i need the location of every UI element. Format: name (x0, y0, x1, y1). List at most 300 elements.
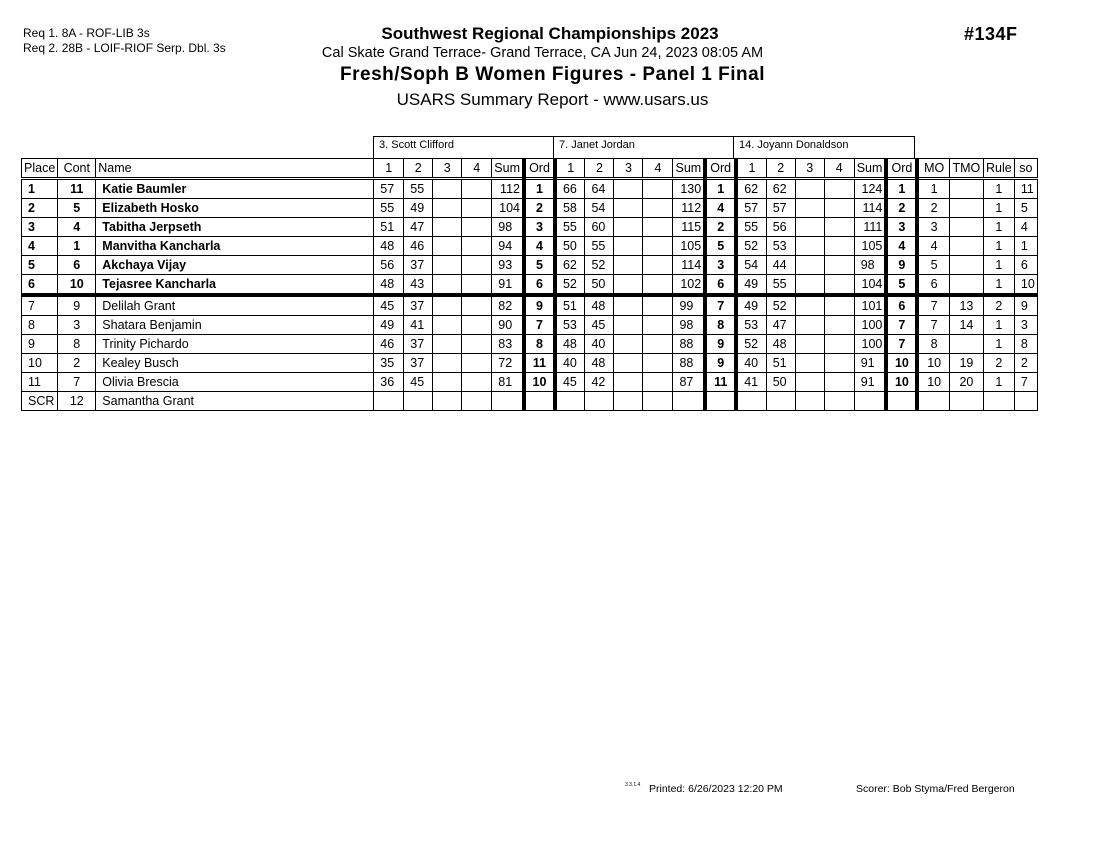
skater-name-cell: Trinity Pichardo (96, 335, 374, 354)
so-cell (1014, 392, 1037, 411)
judge1-score3-cell (433, 295, 462, 316)
judge1-score1-cell (374, 392, 404, 411)
judge2-score4-cell (643, 373, 673, 392)
col-header-j1-sum: Sum (492, 159, 524, 179)
judge2-sum-cell: 99 (673, 295, 705, 316)
judge1-ordinal-cell: 3 (524, 218, 555, 237)
judge3-sum-cell: 100 (854, 316, 886, 335)
judge2-score3-cell (614, 354, 643, 373)
place-cell: SCR (22, 392, 58, 411)
majority-ordinal-cell: 7 (917, 316, 949, 335)
judge3-score1-cell: 49 (736, 295, 766, 316)
judge1-sum-cell: 112 (492, 179, 524, 199)
col-header-j3-1: 1 (736, 159, 766, 179)
rule-cell: 1 (983, 179, 1014, 199)
table-row (22, 256, 1038, 275)
judge3-sum-cell: 114 (854, 199, 886, 218)
judge2-score3-cell (614, 335, 643, 354)
col-header-j3-sum: Sum (854, 159, 886, 179)
judge2-score4-cell (643, 256, 673, 275)
col-header-j3-4: 4 (824, 159, 854, 179)
judge2-score4-cell (643, 316, 673, 335)
judge1-score1-cell: 56 (374, 256, 404, 275)
judge1-score2-cell: 37 (404, 354, 433, 373)
total-majority-ordinal-cell (949, 335, 983, 354)
col-header-cont: Cont (58, 159, 96, 179)
judge1-score2-cell: 37 (404, 256, 433, 275)
col-header-j1-4: 4 (462, 159, 492, 179)
requirement-2: Req 2. 28B - LOIF-RIOF Serp. Dbl. 3s (23, 41, 226, 55)
judge2-sum-cell: 88 (673, 354, 705, 373)
col-header-j1-2: 2 (404, 159, 433, 179)
judge1-score1-cell: 35 (374, 354, 404, 373)
judge3-score3-cell (795, 179, 824, 199)
judge2-ordinal-cell: 6 (705, 275, 736, 296)
place-cell: 4 (22, 237, 58, 256)
col-header-mo: MO (917, 159, 949, 179)
majority-ordinal-cell: 10 (917, 373, 949, 392)
rule-cell: 2 (983, 354, 1014, 373)
judge3-score4-cell (824, 392, 854, 411)
judge1-score1-cell: 36 (374, 373, 404, 392)
judge3-sum-cell: 105 (854, 237, 886, 256)
rule-cell: 1 (983, 335, 1014, 354)
judge1-ordinal-cell: 1 (524, 179, 555, 199)
judge2-score3-cell (614, 218, 643, 237)
so-cell: 6 (1014, 256, 1037, 275)
judge1-sum-cell: 94 (492, 237, 524, 256)
judge2-sum-cell: 88 (673, 335, 705, 354)
judge2-score4-cell (643, 295, 673, 316)
judge1-ordinal-cell: 4 (524, 237, 555, 256)
judge3-score1-cell: 55 (736, 218, 766, 237)
judge1-score4-cell (462, 199, 492, 218)
judge1-score3-cell (433, 354, 462, 373)
table-row (22, 354, 1038, 373)
place-cell: 7 (22, 295, 58, 316)
judge2-score1-cell: 40 (555, 354, 585, 373)
judge1-score2-cell: 45 (404, 373, 433, 392)
judge2-score1-cell: 53 (555, 316, 585, 335)
total-majority-ordinal-cell (949, 199, 983, 218)
judge2-score4-cell (643, 354, 673, 373)
table-row (22, 179, 1038, 199)
skater-name-cell: Elizabeth Hosko (96, 199, 374, 218)
judge1-score2-cell (404, 392, 433, 411)
judge3-score2-cell: 44 (766, 256, 795, 275)
cont-cell: 8 (58, 335, 96, 354)
so-cell: 5 (1014, 199, 1037, 218)
judge3-score4-cell (824, 256, 854, 275)
judge1-ordinal-cell: 9 (524, 295, 555, 316)
judge2-score3-cell (614, 237, 643, 256)
majority-ordinal-cell: 4 (917, 237, 949, 256)
judge1-sum-cell: 81 (492, 373, 524, 392)
place-cell: 10 (22, 354, 58, 373)
cont-cell: 5 (58, 199, 96, 218)
skater-name-cell: Tejasree Kancharla (96, 275, 374, 296)
judge3-score4-cell (824, 335, 854, 354)
rule-cell: 2 (983, 295, 1014, 316)
judge2-score1-cell (555, 392, 585, 411)
col-header-j1-ord: Ord (524, 159, 555, 179)
judge1-score3-cell (433, 256, 462, 275)
judge1-score2-cell: 49 (404, 199, 433, 218)
total-majority-ordinal-cell (949, 256, 983, 275)
judge2-score2-cell (585, 392, 614, 411)
judge2-score1-cell: 52 (555, 275, 585, 296)
judge1-score4-cell (462, 218, 492, 237)
majority-ordinal-cell: 8 (917, 335, 949, 354)
judge3-score4-cell (824, 275, 854, 296)
judge2-score3-cell (614, 275, 643, 296)
col-header-rule: Rule (983, 159, 1014, 179)
cont-cell: 11 (58, 179, 96, 199)
rule-cell: 1 (983, 199, 1014, 218)
judge1-sum-cell: 93 (492, 256, 524, 275)
place-cell: 9 (22, 335, 58, 354)
event-number: #134F (964, 24, 1018, 44)
col-header-j3-2: 2 (766, 159, 795, 179)
rule-cell: 1 (983, 373, 1014, 392)
judge2-score2-cell: 45 (585, 316, 614, 335)
so-cell: 2 (1014, 354, 1037, 373)
col-header-j3-ord: Ord (886, 159, 917, 179)
majority-ordinal-cell: 6 (917, 275, 949, 296)
col-header-j1-3: 3 (433, 159, 462, 179)
judge1-score3-cell (433, 179, 462, 199)
judge1-score2-cell: 41 (404, 316, 433, 335)
judge3-score2-cell: 56 (766, 218, 795, 237)
judge1-score4-cell (462, 316, 492, 335)
judge2-ordinal-cell: 8 (705, 316, 736, 335)
cont-cell: 1 (58, 237, 96, 256)
judge2-score2-cell: 50 (585, 275, 614, 296)
judge2-score1-cell: 45 (555, 373, 585, 392)
judge3-score2-cell: 57 (766, 199, 795, 218)
cont-cell: 7 (58, 373, 96, 392)
judge1-ordinal-cell: 8 (524, 335, 555, 354)
judge1-score4-cell (462, 256, 492, 275)
skater-name-cell: Katie Baumler (96, 179, 374, 199)
judge3-score1-cell: 40 (736, 354, 766, 373)
judge1-score2-cell: 43 (404, 275, 433, 296)
judge2-ordinal-cell: 3 (705, 256, 736, 275)
cont-cell: 4 (58, 218, 96, 237)
judge1-sum-cell: 91 (492, 275, 524, 296)
judge2-score2-cell: 40 (585, 335, 614, 354)
judge1-score1-cell: 51 (374, 218, 404, 237)
judge1-sum-cell: 104 (492, 199, 524, 218)
skater-name-cell: Akchaya Vijay (96, 256, 374, 275)
judge3-score3-cell (795, 256, 824, 275)
judge3-score4-cell (824, 295, 854, 316)
judge3-sum-cell: 124 (854, 179, 886, 199)
col-header-j2-3: 3 (614, 159, 643, 179)
table-row (22, 335, 1038, 354)
judge1-score4-cell (462, 335, 492, 354)
judge3-score3-cell (795, 295, 824, 316)
skater-name-cell: Manvitha Kancharla (96, 237, 374, 256)
cont-cell: 12 (58, 392, 96, 411)
majority-ordinal-cell (917, 392, 949, 411)
judge3-ordinal-cell: 3 (886, 218, 917, 237)
total-majority-ordinal-cell (949, 218, 983, 237)
table-row (22, 316, 1038, 335)
judge1-score4-cell (462, 354, 492, 373)
judge1-sum-cell: 98 (492, 218, 524, 237)
judge1-score2-cell: 37 (404, 335, 433, 354)
judge1-score2-cell: 55 (404, 179, 433, 199)
total-majority-ordinal-cell: 19 (949, 354, 983, 373)
judge2-score4-cell (643, 392, 673, 411)
rule-cell: 1 (983, 316, 1014, 335)
table-row (22, 218, 1038, 237)
judge2-score2-cell: 55 (585, 237, 614, 256)
judge3-score3-cell (795, 237, 824, 256)
judge3-sum-cell: 104 (854, 275, 886, 296)
cont-cell: 9 (58, 295, 96, 316)
judge3-ordinal-cell: 4 (886, 237, 917, 256)
skater-name-cell: Samantha Grant (96, 392, 374, 411)
judge2-score4-cell (643, 199, 673, 218)
col-header-j2-4: 4 (643, 159, 673, 179)
majority-ordinal-cell: 2 (917, 199, 949, 218)
total-majority-ordinal-cell: 14 (949, 316, 983, 335)
judge2-score2-cell: 52 (585, 256, 614, 275)
table-row (22, 199, 1038, 218)
skater-name-cell: Delilah Grant (96, 295, 374, 316)
software-version: 3.3.1.4 (625, 782, 641, 788)
judge3-score1-cell (736, 392, 766, 411)
venue-date-line: Cal Skate Grand Terrace- Grand Terrace, CA Jun 24, 2023 08:05 AM (321, 45, 764, 61)
report-title: USARS Summary Report - www.usars.us (396, 90, 709, 109)
judge3-score4-cell (824, 179, 854, 199)
judge1-score1-cell: 55 (374, 199, 404, 218)
judge2-sum-cell: 87 (673, 373, 705, 392)
col-header-j2-sum: Sum (673, 159, 705, 179)
judge2-score1-cell: 58 (555, 199, 585, 218)
judge1-score1-cell: 48 (374, 275, 404, 296)
so-cell: 9 (1014, 295, 1037, 316)
judge1-score1-cell: 48 (374, 237, 404, 256)
judge-header-3: 14. Joyann Donaldson (733, 136, 915, 158)
judge3-score2-cell: 50 (766, 373, 795, 392)
judge2-score1-cell: 48 (555, 335, 585, 354)
judge2-ordinal-cell: 7 (705, 295, 736, 316)
col-header-j3-3: 3 (795, 159, 824, 179)
judge2-score2-cell: 64 (585, 179, 614, 199)
judge2-sum-cell: 112 (673, 199, 705, 218)
col-header-j2-ord: Ord (705, 159, 736, 179)
judge1-sum-cell: 83 (492, 335, 524, 354)
judge2-score2-cell: 60 (585, 218, 614, 237)
table-row (22, 275, 1038, 296)
col-header-j2-1: 1 (555, 159, 585, 179)
col-header-place: Place (22, 159, 58, 179)
judge1-ordinal-cell: 10 (524, 373, 555, 392)
judge1-ordinal-cell: 7 (524, 316, 555, 335)
skater-name-cell: Shatara Benjamin (96, 316, 374, 335)
judge1-score2-cell: 37 (404, 295, 433, 316)
judge1-score3-cell (433, 237, 462, 256)
judge3-score3-cell (795, 392, 824, 411)
event-title: Fresh/Soph B Women Figures - Panel 1 Final (340, 64, 765, 85)
col-header-j2-2: 2 (585, 159, 614, 179)
place-cell: 1 (22, 179, 58, 199)
cont-cell: 6 (58, 256, 96, 275)
judge3-score4-cell (824, 354, 854, 373)
col-header-name: Name (96, 159, 374, 179)
judge2-sum-cell: 115 (673, 218, 705, 237)
judge1-score2-cell: 47 (404, 218, 433, 237)
judge3-score4-cell (824, 218, 854, 237)
judge3-ordinal-cell: 9 (886, 256, 917, 275)
majority-ordinal-cell: 10 (917, 354, 949, 373)
judge3-score2-cell: 52 (766, 295, 795, 316)
judge1-score3-cell (433, 275, 462, 296)
so-cell: 8 (1014, 335, 1037, 354)
judge3-score3-cell (795, 335, 824, 354)
judge2-score1-cell: 55 (555, 218, 585, 237)
judge1-ordinal-cell: 11 (524, 354, 555, 373)
judge2-ordinal-cell (705, 392, 736, 411)
judge2-score2-cell: 48 (585, 295, 614, 316)
judge3-score2-cell: 47 (766, 316, 795, 335)
judge1-sum-cell (492, 392, 524, 411)
judge2-score4-cell (643, 335, 673, 354)
judge1-ordinal-cell: 5 (524, 256, 555, 275)
judge3-sum-cell: 101 (854, 295, 886, 316)
rule-cell (983, 392, 1014, 411)
judge2-ordinal-cell: 5 (705, 237, 736, 256)
judge1-score3-cell (433, 218, 462, 237)
judge1-ordinal-cell (524, 392, 555, 411)
printed-timestamp: Printed: 6/26/2023 12:20 PM (649, 783, 783, 795)
judge3-score3-cell (795, 373, 824, 392)
judge-header-2: 7. Janet Jordan (553, 136, 734, 158)
judge2-ordinal-cell: 9 (705, 335, 736, 354)
judge1-score4-cell (462, 295, 492, 316)
place-cell: 11 (22, 373, 58, 392)
place-cell: 5 (22, 256, 58, 275)
total-majority-ordinal-cell (949, 275, 983, 296)
judge2-ordinal-cell: 1 (705, 179, 736, 199)
judge1-ordinal-cell: 2 (524, 199, 555, 218)
judge1-sum-cell: 72 (492, 354, 524, 373)
total-majority-ordinal-cell (949, 237, 983, 256)
judge2-score2-cell: 48 (585, 354, 614, 373)
judge2-score1-cell: 50 (555, 237, 585, 256)
judge2-score3-cell (614, 316, 643, 335)
judge3-score1-cell: 49 (736, 275, 766, 296)
total-majority-ordinal-cell: 13 (949, 295, 983, 316)
total-majority-ordinal-cell: 20 (949, 373, 983, 392)
so-cell: 11 (1014, 179, 1037, 199)
judge1-score4-cell (462, 179, 492, 199)
judge2-ordinal-cell: 4 (705, 199, 736, 218)
judge3-ordinal-cell (886, 392, 917, 411)
judge3-ordinal-cell: 6 (886, 295, 917, 316)
judge3-ordinal-cell: 5 (886, 275, 917, 296)
table-row (22, 237, 1038, 256)
judge1-score3-cell (433, 392, 462, 411)
cont-cell: 2 (58, 354, 96, 373)
judge2-ordinal-cell: 2 (705, 218, 736, 237)
judge3-score3-cell (795, 199, 824, 218)
judge3-sum-cell: 91 (854, 354, 886, 373)
judge3-ordinal-cell: 7 (886, 316, 917, 335)
so-cell: 10 (1014, 275, 1037, 296)
judge1-score1-cell: 49 (374, 316, 404, 335)
judge1-score1-cell: 45 (374, 295, 404, 316)
judge2-sum-cell: 105 (673, 237, 705, 256)
cont-cell: 10 (58, 275, 96, 296)
judge3-score2-cell: 62 (766, 179, 795, 199)
judge2-score4-cell (643, 218, 673, 237)
judge3-score1-cell: 57 (736, 199, 766, 218)
requirement-1: Req 1. 8A - ROF-LIB 3s (23, 26, 150, 40)
judge1-sum-cell: 82 (492, 295, 524, 316)
judge1-sum-cell: 90 (492, 316, 524, 335)
judge3-ordinal-cell: 7 (886, 335, 917, 354)
judge3-score3-cell (795, 354, 824, 373)
judge1-score3-cell (433, 199, 462, 218)
judge3-score2-cell: 48 (766, 335, 795, 354)
judge2-score1-cell: 62 (555, 256, 585, 275)
so-cell: 3 (1014, 316, 1037, 335)
judge2-score4-cell (643, 275, 673, 296)
judge2-score1-cell: 51 (555, 295, 585, 316)
judge2-score3-cell (614, 179, 643, 199)
majority-ordinal-cell: 3 (917, 218, 949, 237)
place-cell: 2 (22, 199, 58, 218)
judge3-score1-cell: 54 (736, 256, 766, 275)
judge2-sum-cell: 114 (673, 256, 705, 275)
judge3-score3-cell (795, 316, 824, 335)
judge3-score1-cell: 53 (736, 316, 766, 335)
judge3-score1-cell: 52 (736, 237, 766, 256)
judge2-sum-cell (673, 392, 705, 411)
majority-ordinal-cell: 7 (917, 295, 949, 316)
judge2-ordinal-cell: 11 (705, 373, 736, 392)
judge3-score4-cell (824, 199, 854, 218)
judge3-sum-cell: 111 (854, 218, 886, 237)
judge3-score2-cell: 51 (766, 354, 795, 373)
skater-name-cell: Olivia Brescia (96, 373, 374, 392)
judge2-score3-cell (614, 392, 643, 411)
rule-cell: 1 (983, 256, 1014, 275)
judge3-score3-cell (795, 275, 824, 296)
judge1-score3-cell (433, 316, 462, 335)
judge2-score3-cell (614, 295, 643, 316)
judge1-score3-cell (433, 373, 462, 392)
judge1-score1-cell: 46 (374, 335, 404, 354)
so-cell: 7 (1014, 373, 1037, 392)
rule-cell: 1 (983, 237, 1014, 256)
judge-header-1: 3. Scott Clifford (373, 136, 554, 158)
judge3-ordinal-cell: 10 (886, 354, 917, 373)
judge3-score2-cell: 53 (766, 237, 795, 256)
judge2-score2-cell: 42 (585, 373, 614, 392)
judge3-sum-cell: 98 (854, 256, 886, 275)
judge2-score3-cell (614, 256, 643, 275)
judge2-ordinal-cell: 9 (705, 354, 736, 373)
competition-title: Southwest Regional Championships 2023 (381, 24, 719, 43)
judge2-sum-cell: 102 (673, 275, 705, 296)
judge3-score4-cell (824, 237, 854, 256)
judge3-score2-cell (766, 392, 795, 411)
